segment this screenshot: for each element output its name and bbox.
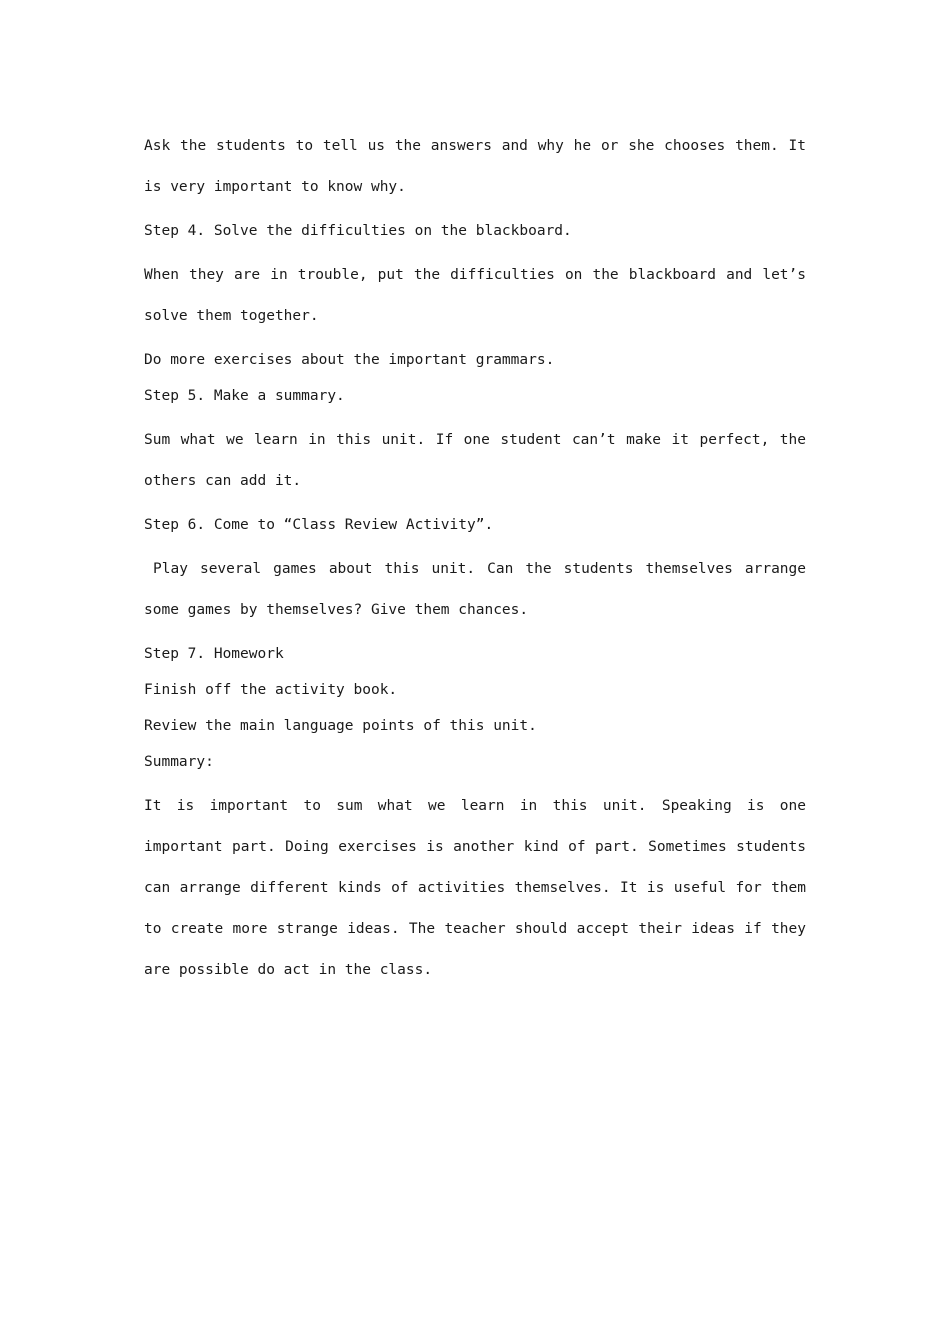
paragraph-sum-unit: Sum what we learn in this unit. If one student can’t make it perfect, the others can add it. <box>144 432 806 489</box>
paragraph-play-games: Play several games about this unit. Can the students themselves arrange some games by themselves? Give them chances. <box>144 561 806 618</box>
paragraph-review-language-points: Review the main language points of this unit. <box>144 718 537 734</box>
heading-step-4: Step 4. Solve the difficulties on the blackboard. <box>144 223 572 239</box>
heading-summary: Summary: <box>144 754 214 770</box>
paragraph-explain-answers: Ask the students to tell us the answers and why he or she chooses them. It is very important to know why. <box>144 138 806 195</box>
heading-step-7: Step 7. Homework <box>144 646 284 662</box>
heading-step-5: Step 5. Make a summary. <box>144 388 345 404</box>
heading-step-6: Step 6. Come to “Class Review Activity”. <box>144 517 494 533</box>
paragraph-solve-together: When they are in trouble, put the difficulties on the blackboard and let’s solve them together. <box>144 267 806 324</box>
paragraph-more-exercises: Do more exercises about the important grammars. <box>144 352 555 368</box>
paragraph-summary-body: It is important to sum what we learn in this unit. Speaking is one important part. Doing exercises is another kind of part. Sometimes students can arrange different kinds of activities themselves. It is useful for them to create more strange ideas. The teacher should accept their ideas if they are possible do act in the class. <box>144 798 806 978</box>
document-body <box>144 126 806 1002</box>
paragraph-finish-activity-book: Finish off the activity book. <box>144 682 398 698</box>
